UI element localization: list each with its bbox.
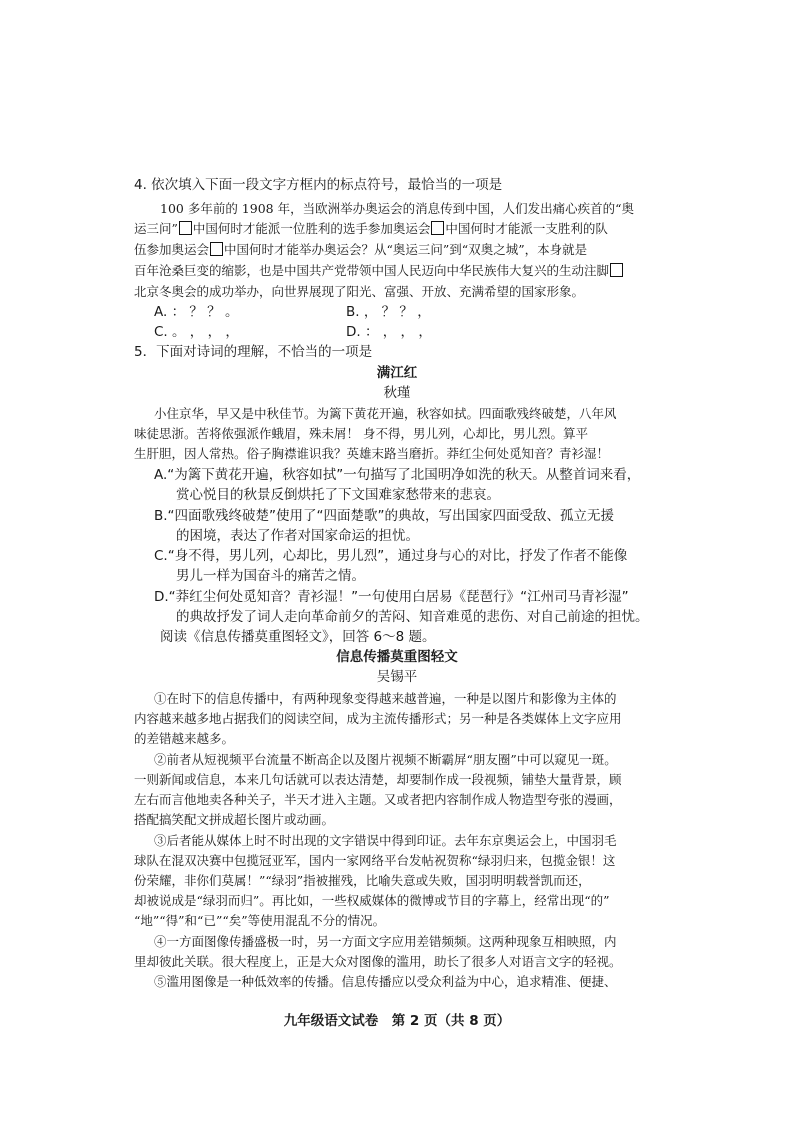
q5-stem: 5．下面对诗词的理解，不恰当的一项是 xyxy=(134,344,373,360)
poem-line: 小住京华，早又是中秋佳节。为篱下黄花开遍，秋容如拭。四面歌残终破楚，八年风 xyxy=(154,406,617,421)
q4-stem: 4. 依次填入下面一段文字方框内的标点符号，最恰当的一项是 xyxy=(134,177,503,193)
poem-author: 秋瑾 xyxy=(383,385,411,401)
q5-option-d-cont: 的典故抒发了词人走向革命前夕的苦闷、知音难觅的悲伤、对自己前途的担忧。 xyxy=(176,609,649,625)
article-line: “地”“得”和“已”“矣”等使用混乱不分的情况。 xyxy=(134,913,386,928)
article-title: 信息传播莫重图轻文 xyxy=(336,649,458,665)
q4-option-c: C. 。 ， ， ， xyxy=(154,324,239,340)
q4-passage-line: 100 多年前的 1908 年，当欧洲举办奥运会的消息传到中国，人们发出痛心疾首的“奥 xyxy=(160,201,634,216)
article-line: 左右而言他地卖各种关子，半天才进入主题。又或者把内容制作成人物造型夸张的漫画， xyxy=(134,792,622,807)
q4-option-d: D. ： ， ， ， xyxy=(346,324,432,340)
poem-line: 生肝胆，因人常热。俗子胸襟谁识我？英雄末路当磨折。莽红尘何处觅知音？青衫湿！ xyxy=(134,446,610,461)
answer-box xyxy=(210,242,223,256)
poem-line: 味徒思浙。苦将侬强派作蛾眉，殊未屑！ 身不得，男儿列，心却比，男儿烈。算平 xyxy=(134,426,588,441)
q5-option-b-cont: 的困境，表达了作者对国家命运的担忧。 xyxy=(176,528,419,544)
article-line: 搭配搞笑配文拼成超长图片或动画。 xyxy=(134,812,335,827)
article-line: 的差错越来越多。 xyxy=(134,731,235,746)
article-line: 一则新闻或信息，本来几句话就可以表达清楚，却要制作成一段视频，铺垫大量背景，顾 xyxy=(134,772,622,787)
article-line: ③后者能从媒体上时不时出现的文字错误中得到印证。去年东京奥运会上，中国羽毛 xyxy=(154,833,617,848)
q4-passage-line: 伍参加奥运会 中国何时才能举办奥运会？从“奥运三问”到“双奥之城”，本身就是 xyxy=(134,242,588,257)
q5-option-d: D.“莽红尘何处觅知音？青衫湿！”一句使用白居易《琵琶行》“江州司马青衫湿” xyxy=(154,589,629,605)
answer-box xyxy=(431,221,444,235)
q5-option-a: A.“为篱下黄花开遍，秋容如拭”一句描写了北国明净如洗的秋天。从整首词来看， xyxy=(154,467,641,483)
q4-option-a: A. ： ？ ？ 。 xyxy=(154,304,239,320)
answer-box xyxy=(179,221,192,235)
q5-option-c: C.“身不得，男儿列，心却比，男儿烈”，通过身与心的对比，抒发了作者不能像 xyxy=(154,548,628,564)
reading-instruction: 阅读《信息传播莫重图轻文》，回答 6～8 题。 xyxy=(160,629,436,645)
article-line: 份荣耀，非你们莫属！”“绿羽”指被摧残，比喻失意或失败，国羽明明载誉凯而还， xyxy=(134,873,591,888)
article-line: ②前者从短视频平台流量不断高企以及图片视频不断霸屏“朋友圈”中可以窥见一斑。 xyxy=(154,752,617,767)
article-line: 内容越来越多地占据我们的阅读空间，成为主流传播形式；另一种是各类媒体上文字应用 xyxy=(134,711,622,726)
article-author: 吴锡平 xyxy=(376,669,418,685)
poem-title: 满江红 xyxy=(376,365,418,381)
answer-box xyxy=(610,263,623,277)
article-line: ①在时下的信息传播中，有两种现象变得越来越普遍，一种是以图片和影像为主体的 xyxy=(154,691,617,706)
q4-passage-line: 百年沧桑巨变的缩影，也是中国共产党带领中国人民迈向中华民族伟大复兴的生动注脚 xyxy=(134,262,624,280)
q5-option-c-cont: 男儿一样为国奋斗的痛苦之情。 xyxy=(176,568,365,584)
q5-option-a-cont: 赏心悦目的秋景反倒烘托了下文国难家愁带来的悲哀。 xyxy=(176,487,500,503)
q4-passage-line: 北京冬奥会的成功举办，向世界展现了阳光、富强、开放、充满希望的国家形象。 xyxy=(134,284,585,299)
page-footer: 九年级语文试卷 第 2 页（共 8 页） xyxy=(283,1013,511,1029)
q5-option-b: B.“四面歌残终破楚”使用了“四面楚歌”的典故，写出国家四面受敌、孤立无援 xyxy=(154,508,615,524)
q4-passage-line: 运三问” 中国何时才能派一位胜利的选手参加奥运会 中国何时才能派一支胜利的队 xyxy=(134,221,608,236)
article-line: ⑤滥用图像是一种低效率的传播。信息传播应以受众利益为中心，追求精准、便捷、 xyxy=(154,974,617,989)
q4-option-b: B. ， ？ ？ ， xyxy=(346,304,431,320)
article-line: 里却彼此关联。很大程度上，正是大众对图像的滥用，助长了很多人对语言文字的轻视。 xyxy=(134,954,622,969)
article-line: ④一方面图像传播盛极一时，另一方面文字应用差错频频。这两种现象互相映照，内 xyxy=(154,934,617,949)
article-line: 却被说成是“绿羽而归”。再比如，一些权威媒体的微博或节目的字幕上，经常出现“的” xyxy=(134,893,610,908)
article-line: 球队在混双决赛中包揽冠亚军，国内一家网络平台发帖祝贺称“绿羽归来，包揽金银！这 xyxy=(134,853,616,868)
